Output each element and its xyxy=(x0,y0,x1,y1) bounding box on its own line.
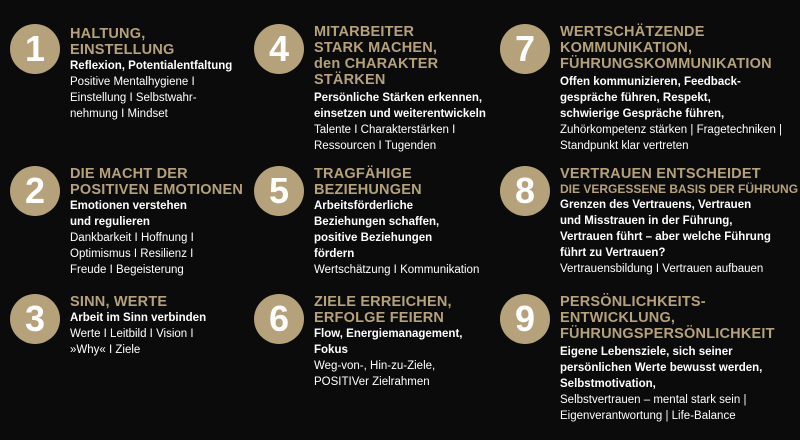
focus-line: und regulieren xyxy=(70,216,150,228)
focus-line: einsetzen und weiterentwickeln xyxy=(314,108,486,120)
focus-line: Beziehungen schaffen, xyxy=(314,216,440,228)
title-line: STARK MACHEN, xyxy=(314,40,438,56)
topic-focus-2 xyxy=(70,198,243,230)
title-line: SINN, WERTE xyxy=(70,294,168,310)
focus-line: Flow, Energiemanagement, xyxy=(314,328,463,340)
keyword-line: nehmung I Mindset xyxy=(70,108,168,120)
topic-content-5 xyxy=(314,166,479,278)
title-line: ENTWICKLUNG, xyxy=(560,310,676,326)
focus-line: Eigene Lebensziele, sich seiner xyxy=(560,346,733,358)
focus-line: schwierige Gespräche führen, xyxy=(560,108,725,120)
focus-line: gespräche führen, Respekt, xyxy=(560,92,711,104)
topic-title-5 xyxy=(314,166,479,198)
keyword-line: Standpunkt klar vertreten xyxy=(560,140,689,152)
topic-keywords-9 xyxy=(560,392,775,424)
title-line: PERSÖNLICHKEITS- xyxy=(560,294,706,310)
keyword-line: Selbstvertrauen – mental stark sein | xyxy=(560,394,747,406)
focus-line: Reflexion, Potentialentfaltung xyxy=(70,60,233,72)
topic-focus-4 xyxy=(314,90,486,122)
keyword-line: »Why« I Ziele xyxy=(70,344,141,356)
topic-keywords-6 xyxy=(314,358,462,390)
focus-line: Selbstmotivation, xyxy=(560,378,656,390)
keyword-line: Einstellung I Selbstwahr- xyxy=(70,92,197,104)
keyword-line: Dankbarkeit I Hoffnung I xyxy=(70,232,194,244)
topic-focus-5 xyxy=(314,198,479,262)
focus-line: Grenzen des Vertrauens, Vertrauen xyxy=(560,199,752,211)
title-line: TRAGFÄHIGE xyxy=(314,166,412,182)
number-badge-7: 7 xyxy=(500,24,550,74)
topic-keywords-1 xyxy=(70,74,232,122)
focus-line: und Misstrauen in der Führung, xyxy=(560,215,733,227)
focus-line: Emotionen verstehen xyxy=(70,200,187,212)
title-line: ERFOLGE FEIERN xyxy=(314,310,445,326)
topic-content-8 xyxy=(560,166,798,277)
focus-line: führt zu Vertrauen? xyxy=(560,247,666,259)
title-line: KOMMUNIKATION, xyxy=(560,40,693,56)
title-line: STÄRKEN xyxy=(314,72,386,88)
title-line: DIE MACHT DER xyxy=(70,166,188,182)
focus-line: Arbeit im Sinn verbinden xyxy=(70,312,207,324)
keyword-line: Ressourcen I Tugenden xyxy=(314,140,437,152)
keyword-line: Optimismus I Resilienz I xyxy=(70,248,194,260)
keyword-line: Vertrauensbildung I Vertrauen aufbauen xyxy=(560,263,764,275)
title-line: POSITIVEN EMOTIONEN xyxy=(70,182,243,198)
topic-keywords-3 xyxy=(70,326,206,358)
topic-title-3 xyxy=(70,294,206,310)
focus-line: Vertrauen führt – aber welche Führung xyxy=(560,231,771,243)
topic-content-1 xyxy=(70,26,232,122)
number-badge-6: 6 xyxy=(254,294,304,344)
topic-title-4 xyxy=(314,24,486,88)
focus-line: fördern xyxy=(314,248,355,260)
title-line: VERTRAUEN ENTSCHEIDET xyxy=(560,166,761,182)
title-line: FÜHRUNGSKOMMUNIKATION xyxy=(560,56,772,72)
topic-content-2 xyxy=(70,166,243,278)
title-line: FÜHRUNGSPERSÖNLICHKEIT xyxy=(560,326,775,342)
topic-title-9 xyxy=(560,294,775,342)
topic-keywords-7 xyxy=(560,122,782,154)
topic-keywords-2 xyxy=(70,230,243,278)
title-line: WERTSCHÄTZENDE xyxy=(560,24,705,40)
topic-title-8 xyxy=(560,166,798,182)
topic-focus-6 xyxy=(314,326,462,358)
topic-focus-1 xyxy=(70,58,232,74)
topic-keywords-5 xyxy=(314,262,479,278)
title-line: MITARBEITER xyxy=(314,24,415,40)
topic-content-7 xyxy=(560,24,782,154)
topic-title-6 xyxy=(314,294,462,326)
topic-content-3 xyxy=(70,294,206,358)
title-line: den CHARAKTER xyxy=(314,56,439,72)
focus-line: Arbeitsförderliche xyxy=(314,200,414,212)
topic-focus-8 xyxy=(560,197,798,261)
topic-title-7 xyxy=(560,24,782,72)
topic-subtitle-8 xyxy=(560,182,798,197)
number-badge-3: 3 xyxy=(10,294,60,344)
title-line: HALTUNG, xyxy=(70,26,146,42)
number-badge-5: 5 xyxy=(254,166,304,216)
title-line: ZIELE ERREICHEN, xyxy=(314,294,452,310)
topic-content-9 xyxy=(560,294,775,424)
number-badge-4: 4 xyxy=(254,24,304,74)
number-badge-1: 1 xyxy=(10,24,60,74)
topic-title-1 xyxy=(70,26,232,58)
keyword-line: Freude I Begeisterung xyxy=(70,264,184,276)
keyword-line: Eigenverantwortung | Life-Balance xyxy=(560,410,736,422)
topic-keywords-4 xyxy=(314,122,486,154)
topic-content-6 xyxy=(314,294,462,390)
focus-line: positive Beziehungen xyxy=(314,232,433,244)
subtitle-line: DIE VERGESSENE BASIS DER FÜHRUNG xyxy=(560,182,799,196)
keyword-line: Positive Mentalhygiene I xyxy=(70,76,195,88)
title-line: EINSTELLUNG xyxy=(70,42,175,58)
title-line: BEZIEHUNGEN xyxy=(314,182,422,198)
focus-line: Fokus xyxy=(314,344,348,356)
focus-line: Persönliche Stärken erkennen, xyxy=(314,92,483,104)
keyword-line: POSITIVer Zielrahmen xyxy=(314,376,430,388)
topic-focus-3 xyxy=(70,310,206,326)
topic-keywords-8 xyxy=(560,261,798,277)
topic-focus-9 xyxy=(560,344,775,392)
number-badge-9: 9 xyxy=(500,294,550,344)
keyword-line: Zuhörkompetenz stärken | Fragetechniken | xyxy=(560,124,783,136)
keyword-line: Weg-von-, Hin-zu-Ziele, xyxy=(314,360,436,372)
number-badge-2: 2 xyxy=(10,166,60,216)
number-badge-8: 8 xyxy=(500,166,550,216)
focus-line: persönlichen Werte bewusst werden, xyxy=(560,362,763,374)
topic-title-2 xyxy=(70,166,243,198)
keyword-line: Werte I Leitbild I Vision I xyxy=(70,328,194,340)
keyword-line: Talente I Charakterstärken I xyxy=(314,124,456,136)
topic-focus-7 xyxy=(560,74,782,122)
keyword-line: Wertschätzung I Kommunikation xyxy=(314,264,480,276)
focus-line: Offen kommunizieren, Feedback- xyxy=(560,76,741,88)
topic-content-4 xyxy=(314,24,486,154)
